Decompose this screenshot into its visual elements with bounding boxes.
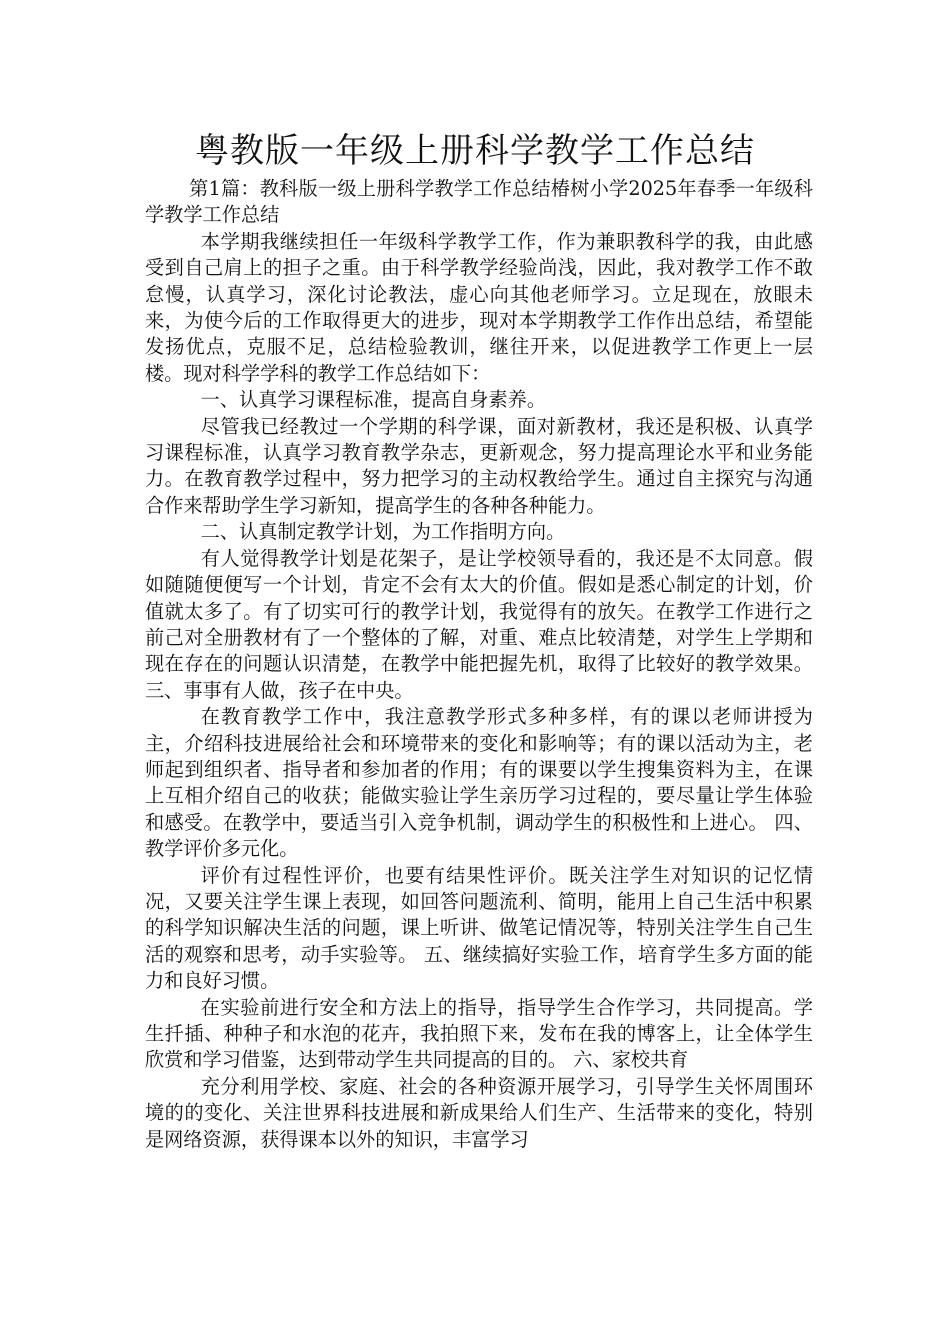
paragraph-section-6: 充分利用学校、家庭、社会的各种资源开展学习，引导学生关怀周围环境的的变化、关注世界科技进展和新成果给人们生产、生活带来的变化，特别是网络资源，获得课本以外的知识，丰富学习 <box>145 1074 813 1151</box>
section-heading-1: 一、认真学习课程标准，提高自身素养。 <box>200 388 547 412</box>
paragraph-section-1: 尽管我已经教过一个学期的科学课，面对新教材，我还是积极、认真学习课程标准，认真学习教育教学杂志，更新观念，努力提高理论水平和业务能力。在教育教学过程中，努力把学习的主动权教给学生。通过自主探究与沟通合作来帮助学生学习新知，提高学生的各种各种能力。 <box>145 414 813 517</box>
section-heading-2: 二、认真制定教学计划，为工作指明方向。 <box>200 520 566 544</box>
document-title: 粤教版一年级上册科学教学工作总结 <box>195 131 755 171</box>
paragraph-section-4: 评价有过程性评价，也要有结果性评价。既关注学生对知识的记忆情况，又要关注学生课上表现，如回答问题流利、简明，能用上自己生活中积累的科学知识解决生活的问题，课上听讲、做笔记情况等，特别关注学生自己生活的观察和思考，动手实验等。 五、继续搞好实验工作，培育学生多方面的能力和良好习惯。 <box>145 863 813 993</box>
paragraph-section-3: 在教育教学工作中，我注意教学形式多种多样，有的课以老师讲授为主，介绍科技进展给社会和环境带来的变化和影响等；有的课以活动为主，老师起到组织者、指导者和参加者的作用；有的课要以学生搜集资料为主，在课上互相介绍自己的收获；能做实验让学生亲历学习过程的，要尽量让学生体验和感受。在教学中，要适当引入竞争机制，调动学生的积极性和上进心。 四、教学评价多元化。 <box>145 705 813 861</box>
paragraph-section-5: 在实验前进行安全和方法上的指导，指导学生合作学习，共同提高。学生扦插、种种子和水泡的花卉，我拍照下来，发布在我的博客上，让全体学生欣赏和学习借鉴，达到带动学生共同提高的目的。 六、家校共育 <box>145 995 813 1072</box>
document-body <box>145 176 813 1153</box>
paragraph-section-2: 有人觉得教学计划是花架子，是让学校领导看的，我还是不太同意。假如随随便便写一个计划，肯定不会有太大的价值。假如是悉心制定的计划，价值就太多了。有了切实可行的教学计划，我觉得有的放矢。在教学工作进行之前己对全册教材有了一个整体的了解，对重、难点比较清楚，对学生上学期和现在存在的问题认识清楚，在教学中能把握先机，取得了比较好的教学效果。 三、事事有人做，孩子在中央。 <box>145 546 813 702</box>
paragraph-intro: 本学期我继续担任一年级科学教学工作，作为兼职教科学的我，由此感受到自己肩上的担子之重。由于科学教学经验尚浅，因此，我对教学工作不敢怠慢，认真学习，深化讨论教法，虚心向其他老师学习。立足现在，放眼未来，为使今后的工作取得更大的进步，现对本学期教学工作作出总结，希望能发扬优点，克服不足，总结检验教训，继往开来，以促进教学工作更上一层楼。现对科学学科的教学工作总结如下： <box>145 229 813 385</box>
paragraph-subtitle: 第1篇：教科版一级上册科学教学工作总结椿树小学2025年春季一年级科学教学工作总结 <box>145 177 813 227</box>
